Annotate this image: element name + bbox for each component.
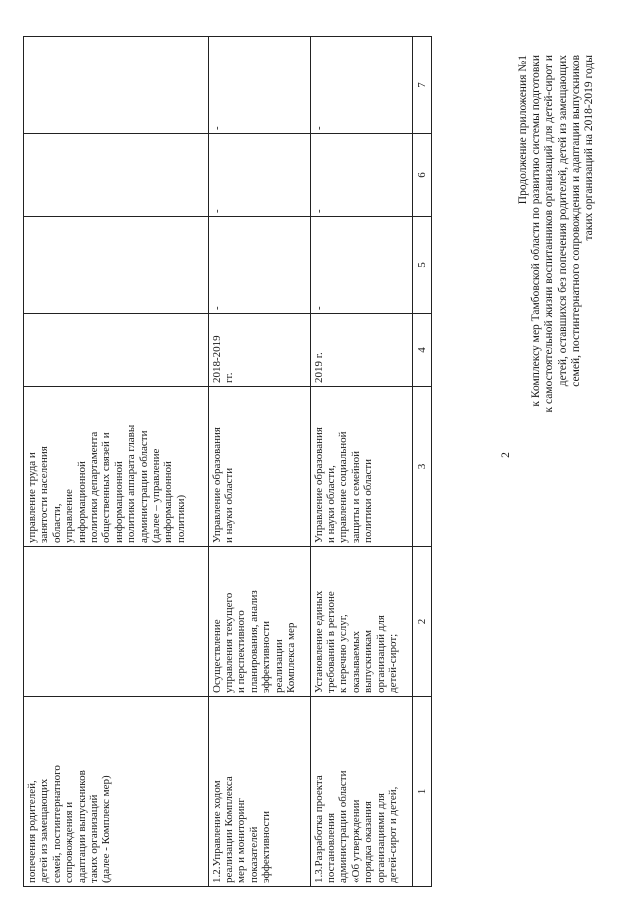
table-cell [24, 314, 209, 387]
table-cell: - [208, 217, 310, 314]
table-cell [24, 547, 209, 697]
table-cell: - [208, 37, 310, 134]
table-cell: - [310, 217, 412, 314]
table-cell: - [310, 37, 412, 134]
column-number-row [412, 37, 431, 887]
appendix-line: Продолжение приложения №1 [517, 55, 529, 205]
table-cell: Установление единых требований в регионе к перечню услуг, оказываемых выпускникам организаций для детей-сирот; [310, 547, 412, 697]
appendix-line: детей, оставшихся без попечения родителей, детей из замещающих [556, 55, 569, 387]
table-cell: попечения родителей, детей из замещающих семей, постинтернатного сопровождения и адаптации выпускников таких организаций (далее - Комплекс мер) [24, 697, 209, 887]
appendix-header [517, 55, 596, 815]
measures-table [23, 36, 432, 887]
table-cell: Управление образования и науки области [208, 387, 310, 547]
column-number: 7 [412, 37, 431, 134]
column-number: 3 [412, 387, 431, 547]
column-number: 6 [412, 134, 431, 217]
rotated-page-content [10, 15, 625, 895]
appendix-line: к Комплексу мер Тамбовской области по развитию системы подготовки [530, 55, 543, 407]
table-row [208, 37, 310, 887]
table-cell [24, 37, 209, 134]
column-number: 2 [412, 547, 431, 697]
table-cell: - [208, 134, 310, 217]
column-number: 5 [412, 217, 431, 314]
table-cell: 2018-2019 гг. [208, 314, 310, 387]
table-cell: Управление образования и науки области, управление социальной защиты и семейной политики области [310, 387, 412, 547]
table-cell [24, 217, 209, 314]
appendix-line: таких организаций на 2018-2019 годы [583, 55, 596, 241]
table-cell [24, 134, 209, 217]
page-number: 2 [500, 452, 512, 458]
table-cell: - [310, 134, 412, 217]
table-cell: управление труда и занятости населения области, управление информационной политики департамента общественных связей и информационной политики аппарата главы администрации области (далее – управление информационной политики) [24, 387, 209, 547]
table-row [310, 37, 412, 887]
table-cell: 1.2.Управление ходом реализации Комплекса мер и мониторинг показателей эффективности [208, 697, 310, 887]
appendix-line: семей, постинтернатного сопровождения и адаптации выпускников [569, 55, 582, 387]
table-cell: 2019 г. [310, 314, 412, 387]
appendix-line: к самостоятельной жизни воспитанников организаций для детей-сирот и [543, 55, 556, 413]
table-cell: Осуществление управления текущего и перспективного планирования, анализ эффективности реализации Комплекса мер [208, 547, 310, 697]
table-cell: 1.3.Разработка проекта постановления администрации области «Об утверждении порядка оказания организациями для детей-сирот и детей, [310, 697, 412, 887]
column-number: 4 [412, 314, 431, 387]
column-number: 1 [412, 697, 431, 887]
table-row [24, 37, 209, 887]
